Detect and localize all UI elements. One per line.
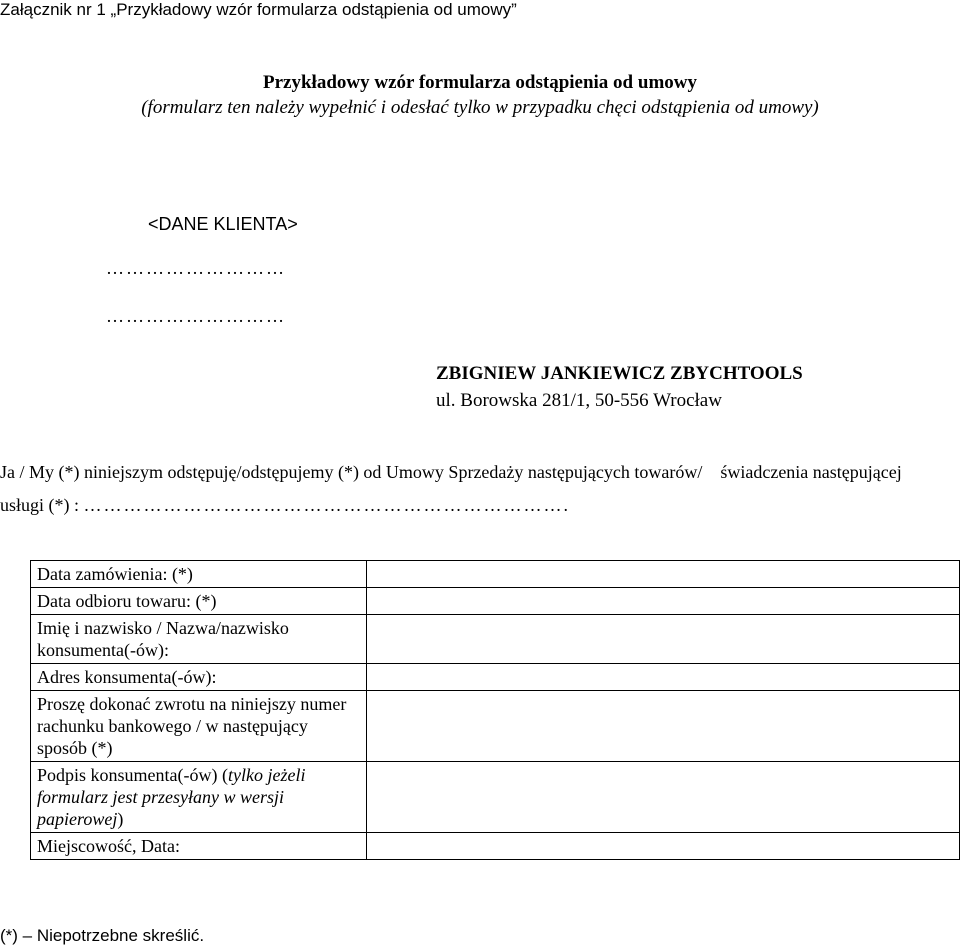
withdrawal-form-table [30, 560, 960, 860]
footnote: (*) – Niepotrzebne skreślić. [0, 926, 205, 945]
recipient-company: ZBIGNIEW JANKIEWICZ ZBYCHTOOLS [436, 363, 803, 384]
consumer-address-label: Adres konsumenta(-ów): [31, 664, 367, 691]
withdrawal-statement [0, 462, 960, 483]
consumer-name-field[interactable] [367, 615, 960, 664]
refund-method-field[interactable] [367, 691, 960, 762]
table-row [31, 833, 960, 860]
client-dotted-line-1: ……………………… [106, 258, 286, 278]
order-date-label: Data zamówienia: (*) [31, 561, 367, 588]
receipt-date-label: Data odbioru towaru: (*) [31, 588, 367, 615]
withdrawal-statement-line2 [0, 495, 570, 516]
client-data-label: <DANE KLIENTA> [148, 214, 298, 234]
order-date-field[interactable] [367, 561, 960, 588]
table-row [31, 588, 960, 615]
receipt-date-field[interactable] [367, 588, 960, 615]
place-date-label: Miejscowość, Data: [31, 833, 367, 860]
consumer-name-label: Imię i nazwisko / Nazwa/nazwisko konsumenta(-ów): [31, 615, 367, 664]
services-dotted-line: ………………………………………………………………. [83, 495, 570, 515]
form-title: Przykładowy wzór formularza odstąpienia od umowy [263, 72, 697, 93]
signature-label-close: ) [117, 809, 124, 829]
table-row [31, 762, 960, 833]
table-row [31, 664, 960, 691]
consumer-address-field[interactable] [367, 664, 960, 691]
signature-label-text: Podpis konsumenta(-ów) ( [37, 765, 228, 785]
client-dotted-line-2: ……………………… [106, 306, 286, 326]
recipient-address: ul. Borowska 281/1, 50-556 Wrocław [436, 390, 722, 411]
withdrawal-statement-part1: Ja / My (*) niniejszym odstępuję/odstępujemy (*) od Umowy Sprzedaży następujących towarów/ [0, 462, 703, 482]
table-row [31, 615, 960, 664]
signature-label-note: tylko jeżeli formularz jest przesyłany w wersji papierowej [37, 765, 306, 829]
table-row [31, 561, 960, 588]
services-label: usługi (*) : [0, 495, 79, 515]
withdrawal-statement-part2: świadczenia następującej [720, 462, 902, 482]
signature-label [31, 762, 367, 833]
signature-field[interactable] [367, 762, 960, 833]
refund-method-label: Proszę dokonać zwrotu na niniejszy numer rachunku bankowego / w następujący sposób (*) [31, 691, 367, 762]
form-subtitle: (formularz ten należy wypełnić i odesłać tylko w przypadku chęci odstąpienia od umowy) [141, 97, 819, 118]
annex-title: Załącznik nr 1 „Przykładowy wzór formularza odstąpienia od umowy” [0, 0, 517, 19]
table-row [31, 691, 960, 762]
place-date-field[interactable] [367, 833, 960, 860]
